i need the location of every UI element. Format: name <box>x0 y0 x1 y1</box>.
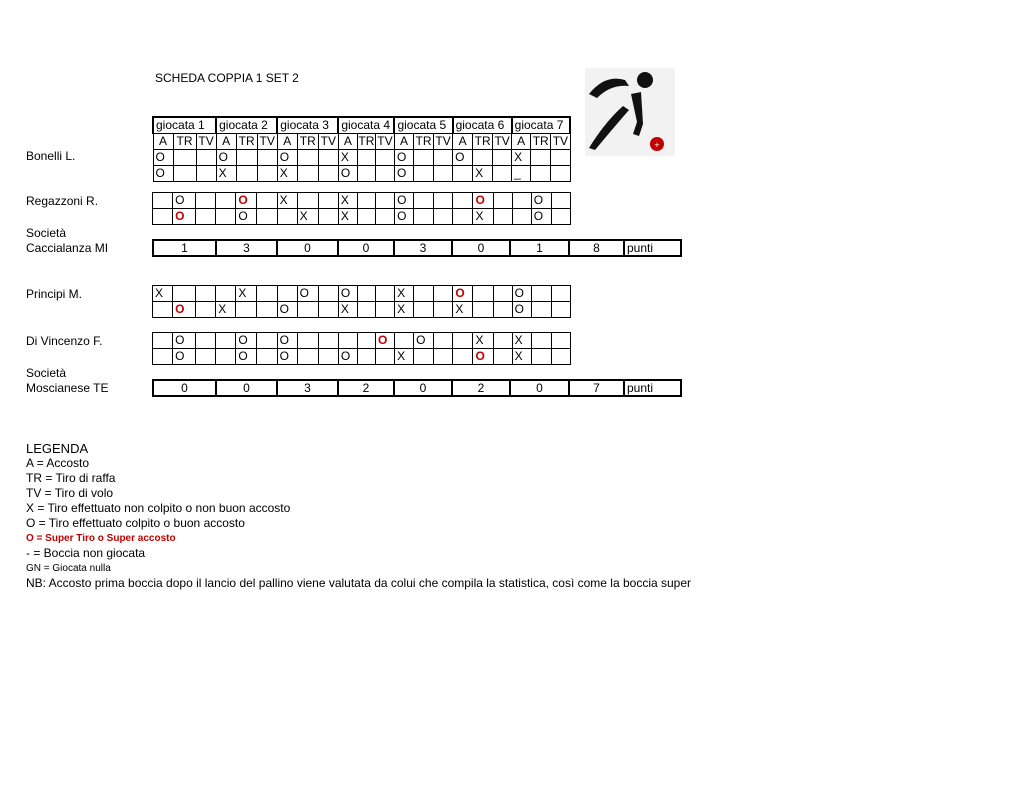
sub-header: TV <box>435 134 451 148</box>
stat-cell: O <box>512 286 531 302</box>
player-rows <box>153 150 570 182</box>
stat-cell: O <box>173 209 196 225</box>
giocata-score: 0 <box>394 380 452 396</box>
stat-cell <box>551 166 570 182</box>
stat-cell <box>376 193 395 209</box>
stat-cell <box>376 349 395 365</box>
sub-header: TR <box>297 134 318 150</box>
giocata-score: 0 <box>338 240 394 256</box>
stat-cell <box>153 349 173 365</box>
stat-cell <box>493 333 512 349</box>
stat-cell <box>318 349 338 365</box>
player-name: Di Vincenzo F. <box>26 334 103 348</box>
stat-cell <box>413 150 433 166</box>
stat-cell <box>453 349 473 365</box>
giocata-score: 0 <box>153 380 216 396</box>
stat-cell <box>493 150 512 166</box>
societa-label: Società <box>26 226 67 240</box>
stat-row <box>153 166 570 182</box>
stat-cell <box>257 286 277 302</box>
stat-cell: X <box>216 302 236 318</box>
giocata-score: 0 <box>277 240 338 256</box>
stat-cell: O <box>453 286 473 302</box>
stat-cell <box>216 193 236 209</box>
stat-cell <box>434 286 453 302</box>
societa-label: Società <box>26 366 67 380</box>
player-name: Principi M. <box>26 287 83 301</box>
stat-cell <box>512 209 531 225</box>
legend-item: O = Tiro effettuato colpito o buon accosto <box>26 516 245 530</box>
stat-row <box>153 193 571 209</box>
stat-cell: X <box>453 302 473 318</box>
giocata-score: 1 <box>510 240 569 256</box>
stat-cell: O <box>173 349 196 365</box>
stat-cell: O <box>297 286 318 302</box>
stat-cell: O <box>338 166 357 182</box>
stat-cell: O <box>153 166 173 182</box>
stat-cell: X <box>277 166 297 182</box>
sub-header: TR <box>413 134 433 150</box>
sub-header: TV <box>552 134 569 148</box>
stat-cell: X <box>512 349 531 365</box>
stat-cell <box>413 166 433 182</box>
stat-cell <box>551 333 570 349</box>
stat-cell <box>297 349 318 365</box>
stat-cell <box>531 302 551 318</box>
stat-cell <box>236 166 257 182</box>
stat-cell <box>357 166 375 182</box>
stat-cell: O <box>236 349 257 365</box>
stat-cell <box>216 349 236 365</box>
giocata-score: 3 <box>277 380 338 396</box>
stat-cell: X <box>395 286 414 302</box>
stat-cell <box>236 150 257 166</box>
sub-header: A <box>216 134 236 150</box>
stat-cell <box>153 193 173 209</box>
sub-header: TR <box>173 134 196 150</box>
stat-cell: X <box>338 209 357 225</box>
legend-item-super: O = Super Tiro o Super accosto <box>26 533 176 544</box>
stat-cell <box>318 150 338 166</box>
stat-row <box>153 286 571 302</box>
stat-cell: X <box>473 333 493 349</box>
legend-title: LEGENDA <box>26 441 89 456</box>
stat-cell <box>318 333 338 349</box>
stat-cell <box>375 166 394 182</box>
giocata-score: 3 <box>394 240 452 256</box>
legend-item: - = Boccia non giocata <box>26 546 146 560</box>
stat-cell <box>277 286 297 302</box>
stat-cell: O <box>277 349 297 365</box>
stat-cell <box>414 286 434 302</box>
legend-note: NB: Accosto prima boccia dopo il lancio del pallino viene valutata da colui che compila la statistica, così come la boccia super <box>26 576 692 590</box>
stat-cell: O <box>236 193 257 209</box>
stat-cell <box>257 150 277 166</box>
stat-cell <box>414 193 434 209</box>
stat-cell <box>297 150 318 166</box>
stat-cell <box>434 349 453 365</box>
team2-player2-grid <box>152 332 571 365</box>
giocata-score: 0 <box>216 380 277 396</box>
stat-cell <box>434 193 453 209</box>
stat-cell: O <box>338 286 357 302</box>
stat-cell: O <box>173 193 196 209</box>
stat-cell: X <box>216 166 236 182</box>
stat-cell <box>236 302 257 318</box>
stat-cell <box>257 349 277 365</box>
stat-cell: X <box>395 349 414 365</box>
sub-header: TV <box>318 134 338 150</box>
stat-cell: O <box>394 150 413 166</box>
stat-row <box>153 209 571 225</box>
giocata-score: 3 <box>216 240 277 256</box>
stat-cell <box>173 286 196 302</box>
stat-cell <box>297 166 318 182</box>
stat-row <box>153 333 571 349</box>
stat-cell: O <box>512 302 531 318</box>
stat-cell <box>216 333 236 349</box>
stat-cell <box>376 302 395 318</box>
stat-cell: X <box>395 302 414 318</box>
legend <box>26 441 691 591</box>
stat-cell <box>434 166 453 182</box>
stat-cell <box>493 166 512 182</box>
stat-cell <box>531 150 551 166</box>
sub-header: TV <box>257 134 277 150</box>
stat-cell <box>153 333 173 349</box>
team1-stats-grid <box>152 116 571 182</box>
stat-cell <box>551 302 570 318</box>
giocata-score: 1 <box>153 240 216 256</box>
stat-cell: X <box>473 209 493 225</box>
stat-cell: O <box>395 209 414 225</box>
stat-cell <box>357 193 375 209</box>
team1-score-row <box>152 239 682 257</box>
stat-cell: X <box>473 166 493 182</box>
stat-cell <box>257 166 277 182</box>
stat-cell: X <box>338 302 357 318</box>
sub-header: TR <box>531 134 551 150</box>
stat-cell <box>414 209 434 225</box>
stat-cell: O <box>376 333 395 349</box>
stat-cell <box>434 333 453 349</box>
stat-cell <box>453 209 473 225</box>
sub-header: A <box>394 134 413 150</box>
team2-player1-grid <box>152 285 571 318</box>
stat-cell <box>531 349 551 365</box>
stat-cell <box>531 166 551 182</box>
stat-cell <box>277 209 297 225</box>
stat-cell <box>318 193 338 209</box>
stat-cell <box>196 349 216 365</box>
stat-cell: O <box>277 302 297 318</box>
stat-cell <box>493 349 512 365</box>
sub-header: A <box>338 134 357 150</box>
stat-cell <box>551 349 570 365</box>
stat-cell <box>395 333 414 349</box>
player-rows <box>153 333 571 365</box>
player-rows <box>153 286 571 318</box>
stat-cell <box>434 302 453 318</box>
stat-cell: X <box>153 286 173 302</box>
team1-player2-grid <box>152 192 571 225</box>
stat-cell <box>551 193 570 209</box>
stat-cell <box>338 333 357 349</box>
stat-cell: O <box>414 333 434 349</box>
player-rows <box>153 193 571 225</box>
stat-cell <box>414 302 434 318</box>
stat-cell: O <box>277 150 297 166</box>
sub-header: TV <box>196 134 216 150</box>
sub-header-row <box>153 134 570 150</box>
stat-cell: X <box>236 286 257 302</box>
stat-cell: O <box>277 333 297 349</box>
page-title: SCHEDA COPPIA 1 SET 2 <box>155 71 299 85</box>
stat-cell <box>196 193 216 209</box>
stat-cell <box>493 302 512 318</box>
stat-cell <box>473 302 493 318</box>
societa-name: Moscianese TE <box>26 381 109 395</box>
giocata-header: giocata 1 <box>153 117 216 134</box>
stat-cell <box>196 166 216 182</box>
stat-cell: O <box>453 150 473 166</box>
stat-cell: X <box>338 193 357 209</box>
stat-cell <box>473 286 493 302</box>
giocata-header: giocata 3 <box>277 117 338 134</box>
stat-cell <box>357 349 375 365</box>
stat-cell: O <box>473 193 493 209</box>
stat-cell: O <box>473 349 493 365</box>
stat-cell <box>196 333 216 349</box>
stat-cell: _ <box>512 166 531 182</box>
stat-cell <box>196 302 216 318</box>
sub-header: A <box>453 134 473 150</box>
stat-cell <box>493 193 512 209</box>
stat-cell <box>357 302 375 318</box>
stat-cell <box>216 209 236 225</box>
stat-cell <box>453 166 473 182</box>
societa-name: Caccialanza MI <box>26 241 109 255</box>
stat-row <box>153 150 570 166</box>
stat-cell: O <box>395 193 414 209</box>
stat-cell: X <box>338 150 357 166</box>
stat-cell: X <box>277 193 297 209</box>
stat-cell <box>173 166 196 182</box>
stat-cell <box>357 333 375 349</box>
punti-label: punti <box>624 240 681 256</box>
giocata-header: giocata 6 <box>453 117 512 134</box>
total-score: 7 <box>569 380 624 396</box>
stat-cell <box>318 209 338 225</box>
stat-cell <box>318 302 338 318</box>
bocce-player-icon <box>585 68 675 156</box>
stat-cell <box>318 286 338 302</box>
legend-item: TV = Tiro di volo <box>26 486 114 500</box>
stat-cell <box>297 302 318 318</box>
giocata-score: 0 <box>510 380 569 396</box>
stat-row <box>153 302 571 318</box>
team2-score-row <box>152 379 682 397</box>
stat-cell <box>531 333 551 349</box>
stat-row <box>153 349 571 365</box>
stat-cell: O <box>236 333 257 349</box>
total-score: 8 <box>569 240 624 256</box>
svg-text:+: + <box>654 141 660 149</box>
stat-cell <box>375 150 394 166</box>
sub-header: TR <box>358 134 375 148</box>
stat-cell: O <box>153 150 173 166</box>
stat-cell <box>196 150 216 166</box>
sub-header: A <box>512 134 531 150</box>
stat-cell: O <box>531 209 551 225</box>
sub-header: TR <box>473 134 493 150</box>
stat-cell: X <box>512 150 531 166</box>
stat-cell <box>453 193 473 209</box>
stat-cell <box>376 209 395 225</box>
stat-cell <box>531 286 551 302</box>
sub-header: A <box>277 134 297 150</box>
giocata-score: 0 <box>452 240 510 256</box>
stat-cell <box>196 209 216 225</box>
giocata-header: giocata 4 <box>338 117 394 134</box>
punti-label: punti <box>624 380 681 396</box>
stat-cell: O <box>394 166 413 182</box>
stat-cell <box>357 286 375 302</box>
stat-cell: X <box>512 333 531 349</box>
player-name: Bonelli L. <box>26 149 76 163</box>
legend-item: X = Tiro effettuato non colpito o non buon accosto <box>26 501 291 515</box>
stat-cell <box>434 209 453 225</box>
sub-header: TR <box>236 134 257 150</box>
stat-cell <box>257 193 277 209</box>
stat-cell <box>551 209 570 225</box>
stat-cell: O <box>216 150 236 166</box>
stat-cell <box>297 193 318 209</box>
legend-item: TR = Tiro di raffa <box>26 471 116 485</box>
sub-header: TV <box>377 134 393 148</box>
stat-cell <box>216 286 236 302</box>
stat-cell <box>551 286 570 302</box>
legend-item: GN = Giocata nulla <box>26 563 111 574</box>
stat-cell <box>376 286 395 302</box>
stat-cell <box>493 209 512 225</box>
sub-header: TV <box>494 134 510 148</box>
stat-cell <box>357 150 375 166</box>
giocata-header: giocata 7 <box>512 117 570 134</box>
stat-cell <box>297 333 318 349</box>
stat-cell: O <box>173 333 196 349</box>
stat-cell <box>257 333 277 349</box>
giocata-score: 2 <box>452 380 510 396</box>
stat-cell <box>257 302 277 318</box>
stat-cell: O <box>338 349 357 365</box>
stat-cell: O <box>173 302 196 318</box>
stat-cell <box>153 302 173 318</box>
sub-header: A <box>153 134 173 150</box>
giocata-score: 2 <box>338 380 394 396</box>
stat-cell <box>473 150 493 166</box>
stat-cell <box>153 209 173 225</box>
stat-cell <box>453 333 473 349</box>
player-name: Regazzoni R. <box>26 194 99 208</box>
stat-cell <box>357 209 375 225</box>
giocata-header: giocata 2 <box>216 117 277 134</box>
stat-cell: X <box>297 209 318 225</box>
stat-cell <box>434 150 453 166</box>
legend-item: A = Accosto <box>26 456 90 470</box>
stat-cell <box>493 286 512 302</box>
stat-cell <box>551 150 570 166</box>
stat-cell <box>173 150 196 166</box>
stat-cell <box>512 193 531 209</box>
giocata-header: giocata 5 <box>394 117 452 134</box>
stat-cell <box>318 166 338 182</box>
stat-cell <box>257 209 277 225</box>
stat-cell <box>196 286 216 302</box>
giocata-header-row <box>153 117 570 134</box>
stat-cell <box>414 349 434 365</box>
stat-cell: O <box>531 193 551 209</box>
stat-cell: O <box>236 209 257 225</box>
